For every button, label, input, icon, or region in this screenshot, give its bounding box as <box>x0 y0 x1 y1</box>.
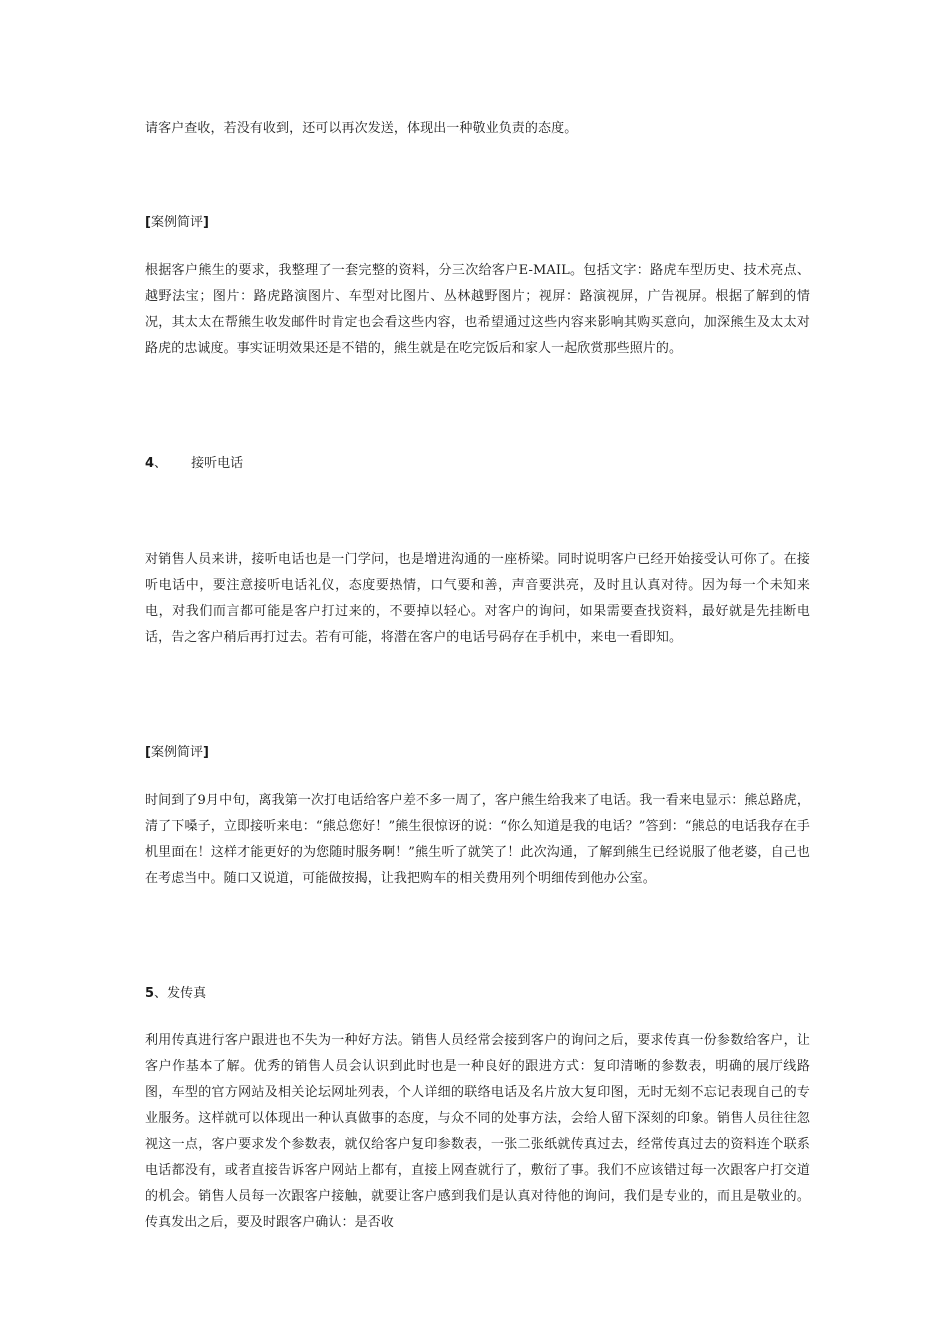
section-heading-5 <box>145 981 206 1007</box>
section-number-5: 5 <box>145 986 155 1001</box>
bracket-close: ] <box>202 215 209 230</box>
bracket-close: ] <box>202 745 209 760</box>
review-heading-1 <box>145 210 209 236</box>
section-paragraph-4: 对销售人员来讲，接听电话也是一门学问，也是增进沟通的一座桥梁。同时说明客户已经开始接受认可你了。在接听电话中，要注意接听电话礼仪，态度要热情，口气要和善，声音要洪亮，及时且认真对待。因为每一个未知来电，对我们而言都可能是客户打过来的，不要掉以轻心。对客户的询问，如果需要查找资料，最好就是先挂断电话，告之客户稍后再打过去。若有可能，将潜在客户的电话号码存在手机中，来电一看即知。 <box>145 552 810 645</box>
review-paragraph-1: 根据客户熊生的要求，我整理了一套完整的资料，分三次给客户E-MAIL。包括文字：路虎车型历史、技术亮点、越野法宝；图片：路虎路演图片、车型对比图片、丛林越野图片；视屏：路演视屏，广告视屏。根据了解到的情况，其太太在帮熊生收发邮件时肯定也会看这些内容，也希望通过这些内容来影响其购买意向，加深熊生及太太对路虎的忠诚度。事实证明效果还是不错的，熊生就是在吃完饭后和家人一起欣赏那些照片的。 <box>145 263 810 356</box>
section-heading-4 <box>145 451 243 477</box>
review-paragraph-2: 时间到了9月中旬，离我第一次打电话给客户差不多一周了，客户熊生给我来了电话。我一看来电显示：熊总路虎，清了下嗓子，立即接听来电：“熊总您好！”熊生很惊讶的说：“你么知道是我的电话？”答到：“熊总的电话我存在手机里面在！这样才能更好的为您随时服务啊！”熊生听了就笑了！此次沟通，了解到熊生已经说服了他老婆，自己也在考虑当中。随口又说道，可能做按揭，让我把购车的相关费用列个明细传到他办公室。 <box>145 793 810 886</box>
section-number-4: 4 <box>145 456 155 471</box>
bracket-open: [ <box>145 745 151 760</box>
review-title-2: 案例简评 <box>150 745 203 760</box>
bracket-open: [ <box>145 215 151 230</box>
section-separator-4: 、 <box>154 456 168 471</box>
review-heading-2 <box>145 740 209 766</box>
review-title-1: 案例简评 <box>150 215 203 230</box>
section-paragraph-5: 利用传真进行客户跟进也不失为一种好方法。销售人员经常会接到客户的询问之后，要求传真一份参数给客户，让客户作基本了解。优秀的销售人员会认识到此时也是一种良好的跟进方式：复印清晰的参数表，明确的展厅线路图，车型的官方网站及相关论坛网址列表，个人详细的联络电话及名片放大复印图，无时无刻不忘记表现自己的专业服务。这样就可以体现出一种认真做事的态度，与众不同的处事方法，会给人留下深刻的印象。销售人员往往忽视这一点，客户要求发个参数表，就仅给客户复印参数表，一张二张纸就传真过去，经常传真过去的资料连个联系电话都没有，或者直接告诉客户网站上都有，直接上网查就行了，敷衍了事。我们不应该错过每一次跟客户打交道的机会。销售人员每一次跟客户接触，就要让客户感到我们是认真对待他的询问，我们是专业的，而且是敬业的。传真发出之后，要及时跟客户确认：是否收 <box>145 1033 810 1230</box>
paragraph-top: 请客户查收，若没有收到，还可以再次发送，体现出一种敬业负责的态度。 <box>145 121 578 136</box>
section-title-5: 发传真 <box>167 986 207 1001</box>
section-separator-5: 、 <box>154 986 168 1001</box>
section-title-4: 接听电话 <box>191 456 244 471</box>
